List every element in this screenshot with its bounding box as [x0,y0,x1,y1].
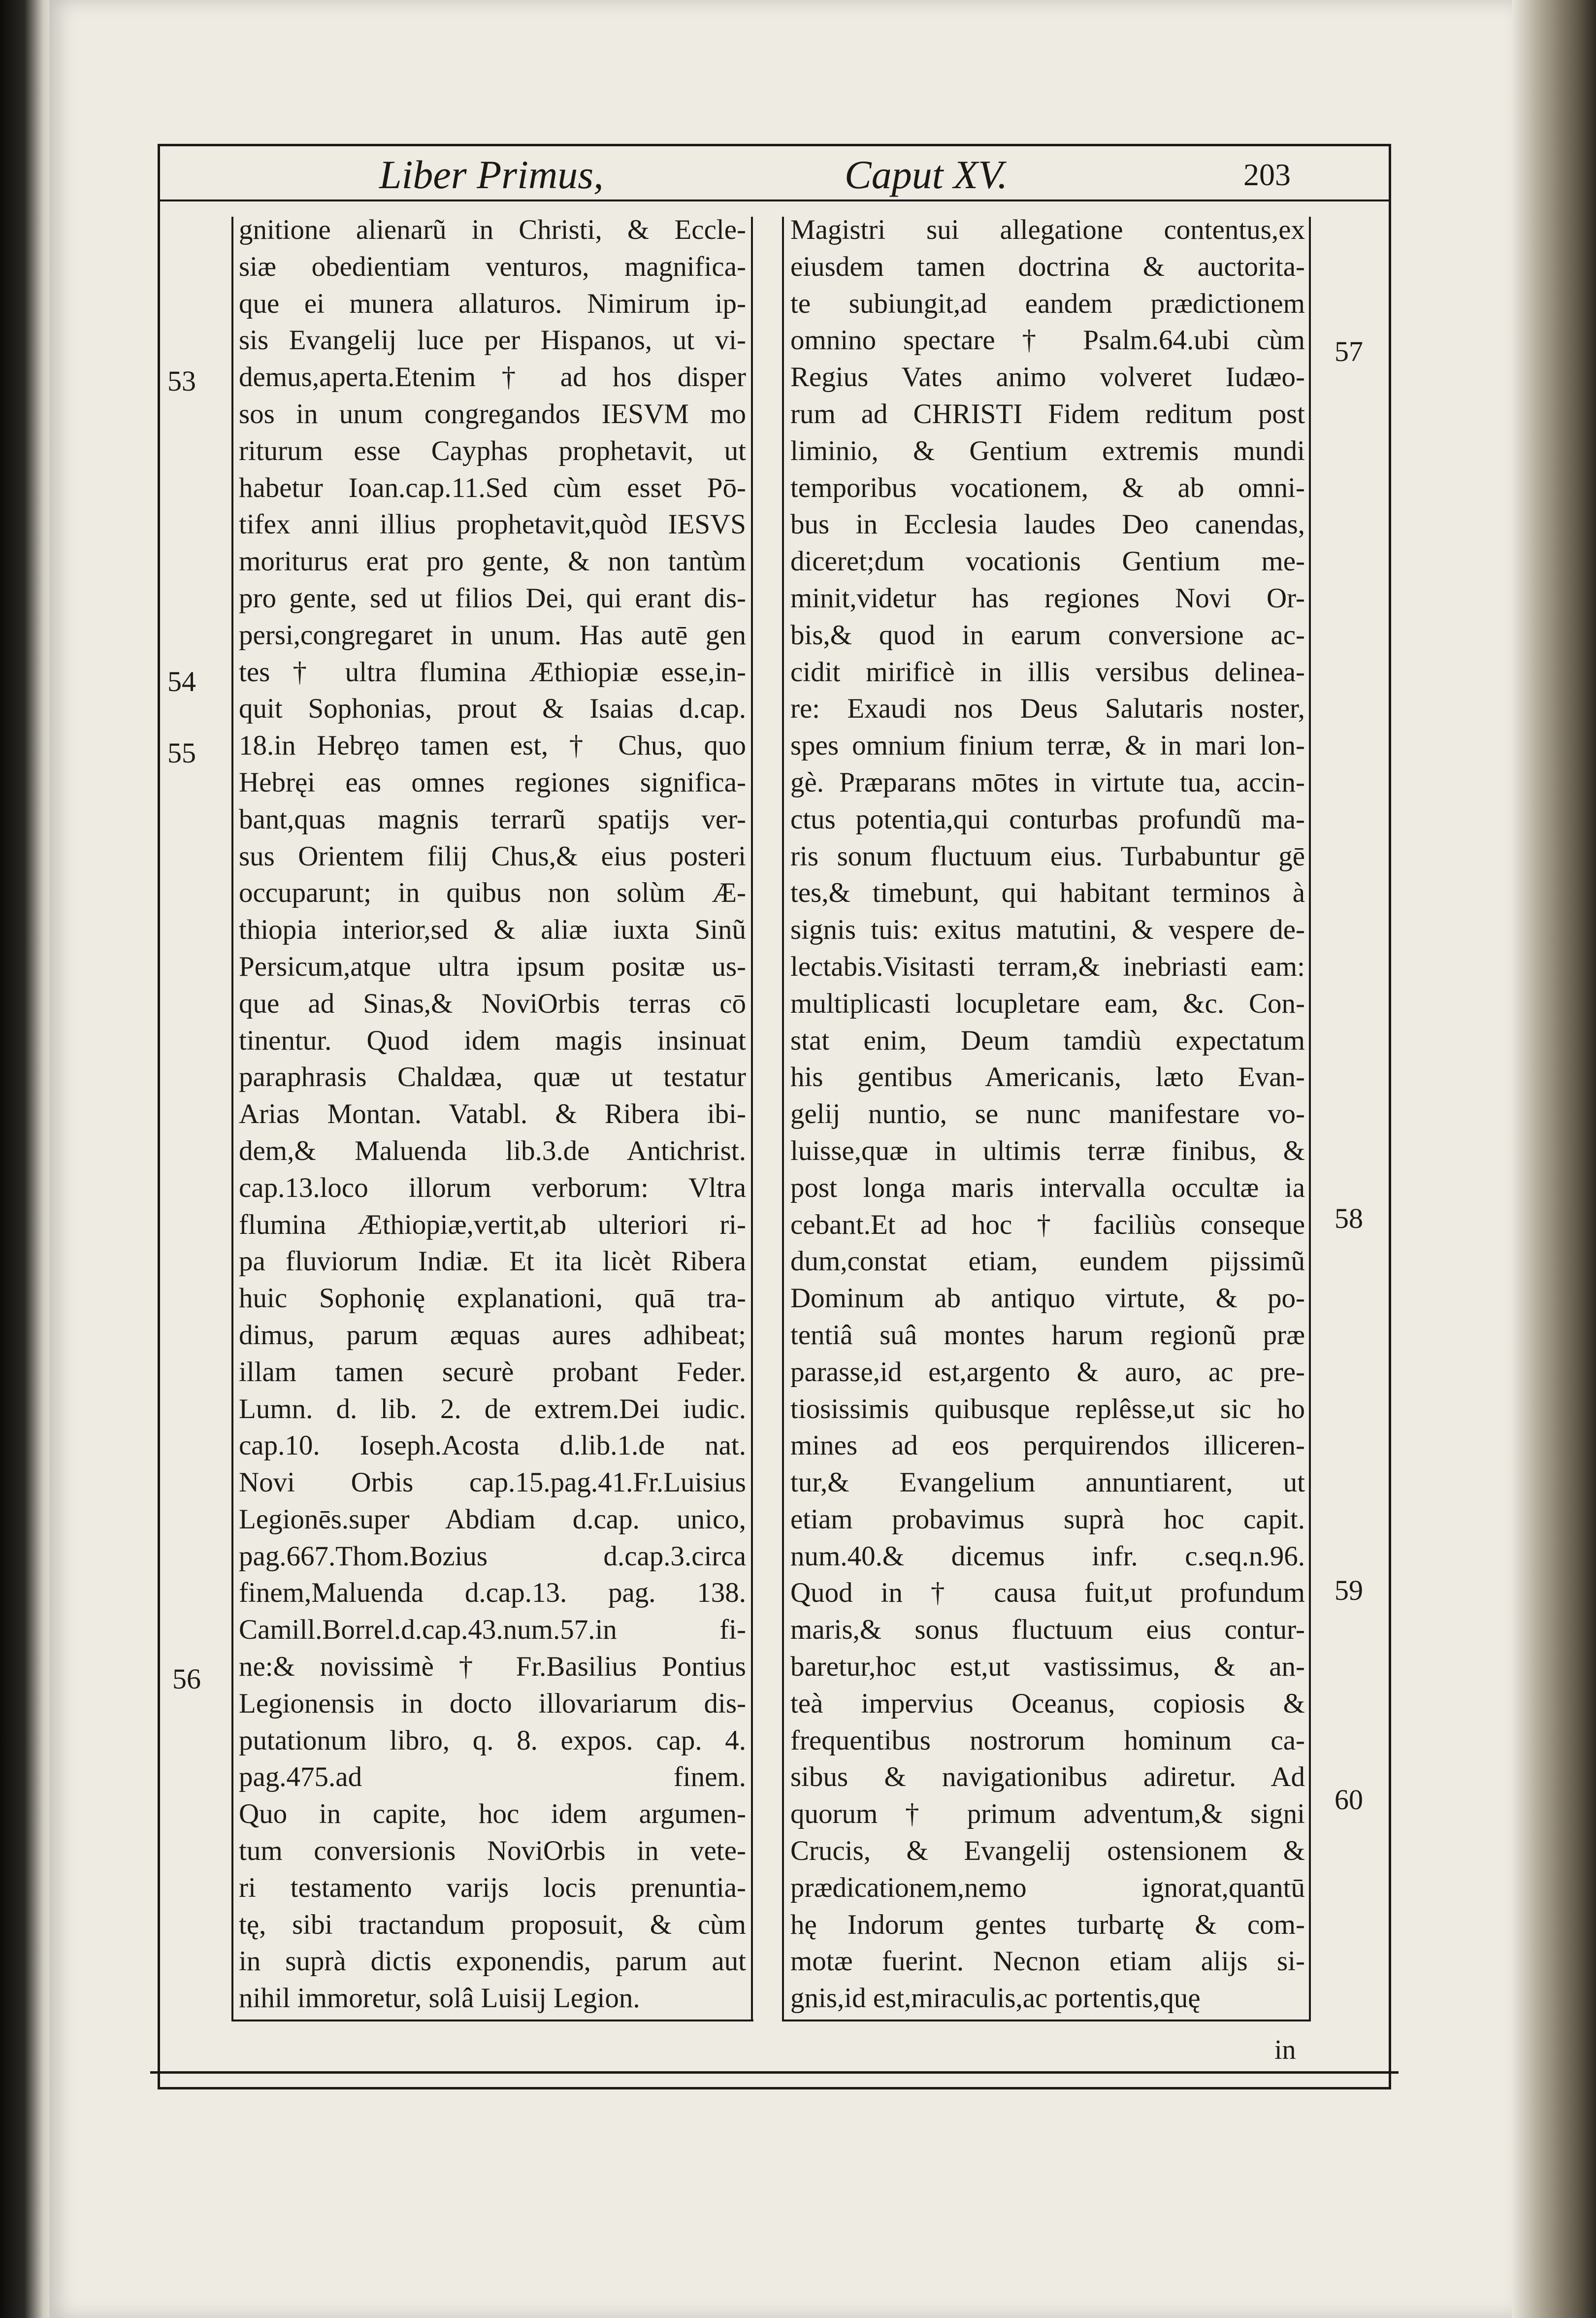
running-head-center: Caput XV. [845,152,1008,197]
text-line: eiusdem tamen doctrina & auctorita- [790,251,1305,282]
running-head-left: Liber Primus, [379,152,604,197]
margin-number: 53 [167,365,196,397]
text-line: habetur Ioan.cap.11.Sed cùm esset Pō- [239,472,746,503]
text-line: cap.13.loco illorum verborum: Vltra [239,1172,746,1203]
text-line: sis Evangelij luce per Hispanos, ut vi- [239,325,746,356]
text-line: Camill.Borrel.d.cap.43.num.57.in fi- [239,1614,746,1646]
text-line: Novi Orbis cap.15.pag.41.Fr.Luisius [239,1467,746,1498]
margin-number: 56 [172,1663,201,1695]
text-line: paraphrasis Chaldæa, quæ ut testatur [239,1061,746,1093]
text-line: bis,& quod in earum conversione ac- [790,619,1305,651]
text-line: ctus potentia,qui conturbas profundũ ma- [790,803,1305,835]
text-line: ri testamento varijs locis prenuntia- [239,1872,746,1903]
margin-number: 60 [1335,1784,1363,1816]
book-page [49,0,1514,2318]
right-column-bottom-rule [782,2020,1311,2021]
text-line: occuparunt; in quibus non solùm Æ- [239,877,746,909]
text-line: dem,& Maluenda lib.3.de Antichrist. [239,1135,746,1166]
left-column-rule-outer [231,217,233,2020]
text-line: lectabis.Visitasti terram,& inebriasti eam: [790,951,1305,982]
text-line: demus,aperta.Etenim † ad hos disper [239,362,746,393]
text-line: tur,& Evangelium annuntiarent, ut [790,1467,1305,1498]
text-line: dum,constat etiam, eundem pijssimũ [790,1246,1305,1277]
text-line: motæ fuerint. Necnon etiam alijs si- [790,1946,1305,1977]
text-line: his gentibus Americanis, læto Evan- [790,1061,1305,1093]
margin-number: 57 [1335,335,1363,367]
text-line: post longa maris intervalla occultæ ia [790,1172,1305,1203]
header-rule [158,199,1389,201]
text-line: omnino spectare † Psalm.64.ubi cùm [790,325,1305,356]
text-line: sos in unum congregandos IESVM mo [239,398,746,430]
text-line: rum ad CHRISTI Fidem reditum post [790,398,1305,430]
text-line: bus in Ecclesia laudes Deo canendas, [790,509,1305,540]
text-line: siæ obedientiam venturos, magnifica- [239,251,746,282]
text-line: tinentur. Quod idem magis insinuat [239,1025,746,1056]
text-line: te subiungit,ad eandem prædictionem [790,288,1305,319]
text-line: Quo in capite, hoc idem argumen- [239,1798,746,1830]
text-line: baretur,hoc est,ut vastissimus, & an- [790,1651,1305,1683]
margin-number: 58 [1335,1202,1363,1234]
text-line: putationum libro, q. 8. expos. cap. 4. [239,1724,746,1756]
text-line: Dominum ab antiquo virtute, & po- [790,1283,1305,1314]
text-line: tiosissimis quibusque replêsse,ut sic ho [790,1393,1305,1424]
text-line: Arias Montan. Vatabl. & Ribera ibi- [239,1098,746,1130]
text-line: 18.in Hebręo tamen est, † Chus, quo [239,730,746,762]
text-line: cebant.Et ad hoc † faciliùs conseque [790,1209,1305,1240]
text-line: luisse,quæ in ultimis terræ finibus, & [790,1135,1305,1166]
text-line: parasse,id est,argento & auro, ac pre- [790,1356,1305,1388]
text-line: prædicationem,nemo ignorat,quantū [790,1872,1305,1903]
text-line: mines ad eos perquirendos illiceren- [790,1430,1305,1461]
text-line: moriturus erat pro gente, & non tantùm [239,546,746,577]
text-line: tes † ultra flumina Æthiopiæ esse,in- [239,656,746,688]
text-line: num.40.& dicemus infr. c.seq.n.96. [790,1540,1305,1572]
margin-number: 55 [167,737,196,769]
text-line: flumina Æthiopiæ,vertit,ab ulteriori ri- [239,1209,746,1240]
text-line: gnitione alienarũ in Christi, & Eccle- [239,214,746,245]
text-line: nihil immoretur, solâ Luisij Legion. [239,1983,640,2014]
text-line: sus Orientem filij Chus,& eius posteri [239,840,746,872]
text-line: minit,videtur has regiones Novi Or- [790,582,1305,614]
text-line: multiplicasti locupletare eam, &c. Con- [790,988,1305,1019]
text-line: gelij nuntio, se nunc manifestare vo- [790,1098,1305,1130]
right-column-rule-outer [1309,217,1311,2020]
bottom-rule [150,2071,1399,2074]
left-text-column [239,212,746,2015]
text-line: Regius Vates animo volveret Iudæo- [790,362,1305,393]
text-line: tes,& timebunt, qui habitant terminos à [790,877,1305,909]
page-stack-edge [1512,0,1596,2318]
left-column-bottom-rule [231,2020,753,2021]
text-line: quorum † primum adventum,& signi [790,1798,1305,1830]
text-line: pag.475.ad finem. [239,1761,746,1793]
text-line: que ad Sinas,& NoviOrbis terras cō [239,988,746,1019]
text-line: Crucis, & Evangelij ostensionem & [790,1835,1305,1867]
right-text-column [790,212,1305,2015]
text-line: Quod in † causa fuit,ut profundum [790,1577,1305,1609]
text-line: tifex anni illius prophetavit,quòd IESVS [239,509,746,540]
text-line: etiam probavimus suprà hoc capit. [790,1503,1305,1535]
text-line: thiopia interior,sed & aliæ iuxta Sinũ [239,914,746,946]
text-line: tum conversionis NoviOrbis in vete- [239,1835,746,1867]
text-line: finem,Maluenda d.cap.13. pag. 138. [239,1577,746,1609]
text-line: pro gente, sed ut filios Dei, qui erant dis- [239,582,746,614]
book-spine-edge [0,0,54,2318]
text-line: Persicum,atque ultra ipsum positæ us- [239,951,746,982]
text-line: gnis,id est,miraculis,ac portentis,quę [790,1983,1201,2014]
text-line: quit Sophonias, prout & Isaias d.cap. [239,693,746,725]
text-line: dimus, parum æquas aures adhibeat; [239,1319,746,1351]
text-line: diceret;dum vocationis Gentium me- [790,546,1305,577]
text-line: sibus & navigationibus adiretur. Ad [790,1761,1305,1793]
text-line: stat enim, Deum tamdiù expectatum [790,1025,1305,1056]
text-line: teà impervius Oceanus, copiosis & [790,1688,1305,1719]
text-line: cap.10. Ioseph.Acosta d.lib.1.de nat. [239,1430,746,1461]
text-line: hę Indorum gentes turbartę & com- [790,1909,1305,1940]
text-line: huic Sophonię explanationi, quā tra- [239,1283,746,1314]
text-line: signis tuis: exitus matutini, & vespere de- [790,914,1305,946]
text-line: frequentibus nostrorum hominum ca- [790,1724,1305,1756]
text-line: tę, sibi tractandum proposuit, & cùm [239,1909,746,1940]
text-line: cidit mirificè in illis versibus delinea- [790,656,1305,688]
page-number: 203 [1243,157,1291,192]
text-line: tentiâ suâ montes harum regionũ præ [790,1319,1305,1351]
text-line: pag.667.Thom.Bozius d.cap.3.circa [239,1540,746,1572]
margin-number: 59 [1335,1574,1363,1606]
column-divider-second [782,217,784,2020]
text-line: riturum esse Cayphas prophetavit, ut [239,435,746,466]
text-line: que ei munera allaturos. Nimirum ip- [239,288,746,319]
text-line: temporibus vocationem, & ab omni- [790,472,1305,503]
text-line: in suprà dictis exponendis, parum aut [239,1946,746,1977]
text-line: gè. Præparans mōtes in virtute tua, accin- [790,766,1305,798]
text-line: persi,congregaret in unum. Has autē gen [239,619,746,651]
text-line: re: Exaudi nos Deus Salutaris noster, [790,693,1305,725]
text-line: bant,quas magnis terrarũ spatijs ver- [239,803,746,835]
text-line: ris sonum fluctuum eius. Turbabuntur gē [790,840,1305,872]
text-line: Magistri sui allegatione contentus,ex [790,214,1305,245]
catchword: in [1274,2035,1296,2065]
text-line: liminio, & Gentium extremis mundi [790,435,1305,466]
text-line: illam tamen securè probant Feder. [239,1356,746,1388]
text-line: Legionēs.super Abdiam d.cap. unico, [239,1503,746,1535]
text-line: pa fluviorum Indiæ. Et ita licèt Ribera [239,1246,746,1277]
margin-number: 54 [167,665,196,697]
text-line: ne:& novissimè † Fr.Basilius Pontius [239,1651,746,1683]
column-divider [751,217,753,2020]
text-line: Legionensis in docto illovariarum dis- [239,1688,746,1719]
text-line: spes omnium finium terræ, & in mari lon- [790,730,1305,762]
text-line: maris,& sonus fluctuum eius contur- [790,1614,1305,1646]
text-line: Lumn. d. lib. 2. de extrem.Dei iudic. [239,1393,746,1424]
text-line: Hebręi eas omnes regiones significa- [239,766,746,798]
